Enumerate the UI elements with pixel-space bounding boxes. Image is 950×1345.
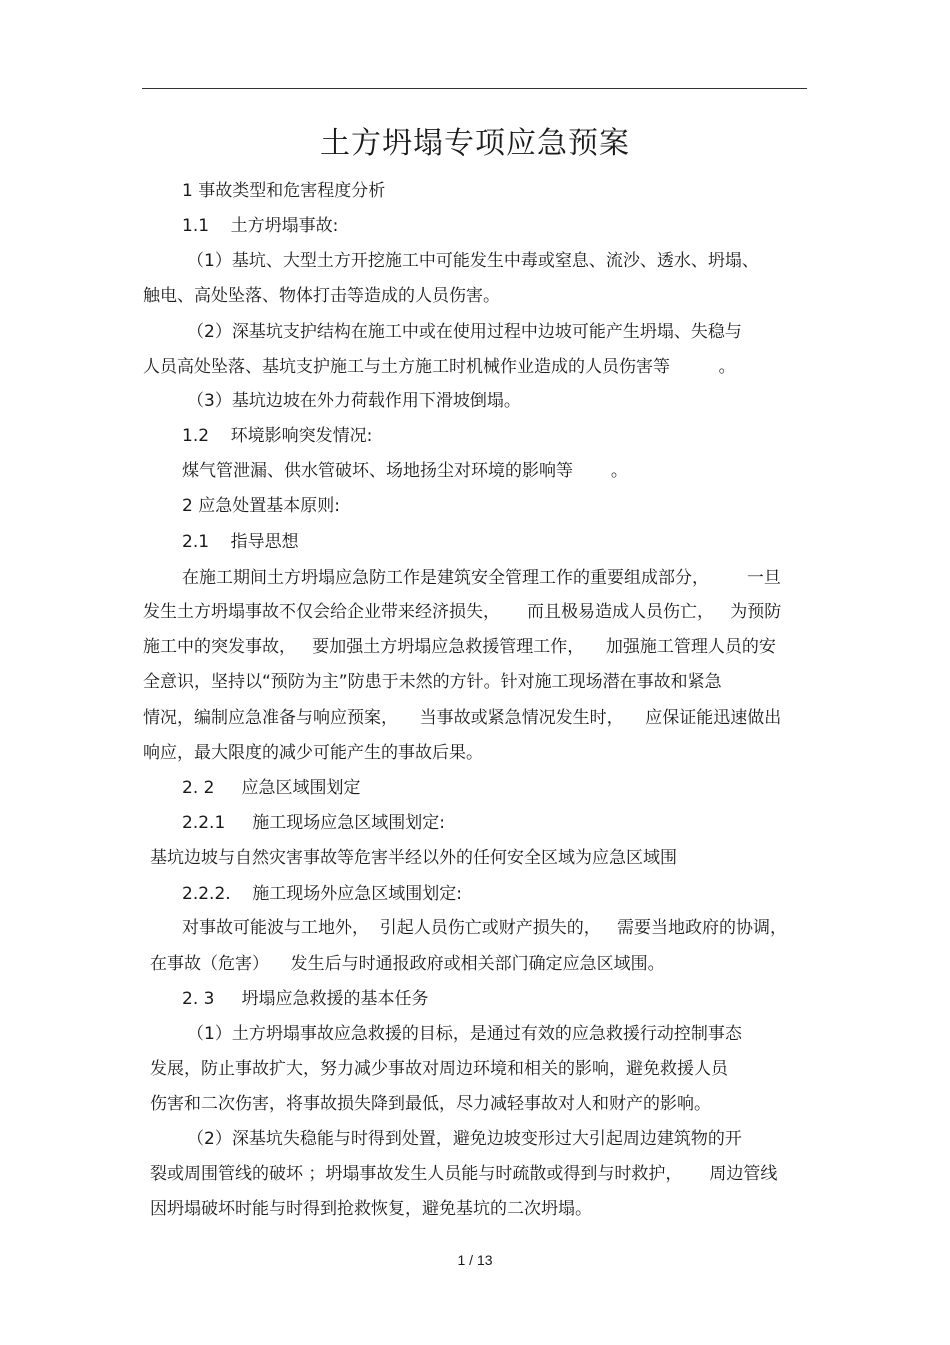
paragraph-line: （1）土方坍塌事故应急救援的目标，是通过有效的应急救援行动控制事态 bbox=[187, 1024, 742, 1044]
paragraph-line: （2）深基坑失稳能与时得到处置，避免边坡变形过大引起周边建筑物的开 bbox=[187, 1129, 742, 1149]
paragraph-line: 对事故可能波与工地外， 引起人员伤亡或财产损失的， 需要当地政府的协调， bbox=[182, 918, 788, 938]
paragraph-line: 煤气管泄漏、供水管破坏、场地扬尘对环境的影响等 。 bbox=[182, 461, 628, 481]
paragraph-line: 人员高处坠落、基坑支护施工与土方施工时机械作业造成的人员伤害等 。 bbox=[143, 357, 736, 377]
heading-line: 2.2.1 施工现场应急区域围划定: bbox=[182, 813, 446, 833]
paragraph-line: 全意识，坚持以“预防为主”防患于未然的方针。针对施工现场潜在事故和紧急 bbox=[143, 672, 722, 692]
paragraph-line: 裂或周围管线的破坏 ；坍塌事故发生人员能与时疏散或得到与时救护， 周边管线 bbox=[150, 1164, 778, 1184]
header-rule bbox=[142, 88, 807, 89]
document-title: 土方坍塌专项应急预案 bbox=[320, 126, 630, 161]
paragraph-line: 情况，编制应急准备与响应预案， 当事故或紧急情况发生时， 应保证能迅速做出 bbox=[143, 708, 782, 728]
paragraph-line: （3）基坑边坡在外力荷载作用下滑坡倒塌。 bbox=[187, 391, 521, 411]
paragraph-line: 响应，最大限度的减少可能产生的事故后果。 bbox=[143, 743, 483, 763]
heading-line: 2. 2 应急区域围划定 bbox=[182, 778, 361, 798]
heading-line: 2. 3 坍塌应急救援的基本任务 bbox=[182, 989, 429, 1009]
page-number: 1 / 13 bbox=[457, 1252, 493, 1268]
paragraph-line: （1）基坑、大型土方开挖施工中可能发生中毒或窒息、流沙、透水、坍塌、 bbox=[187, 251, 759, 271]
paragraph-line: 在事故（危害） 发生后与时通报政府或相关部门确定应急区域围。 bbox=[150, 954, 665, 974]
heading-line: 2 应急处置基本原则: bbox=[182, 496, 340, 516]
paragraph-line: 基坑边坡与自然灾害事故等危害半经以外的任何安全区域为应急区域围 bbox=[150, 848, 677, 868]
paragraph-line: 在施工期间土方坍塌应急防工作是建筑安全管理工作的重要组成部分， 一旦 bbox=[182, 568, 781, 588]
heading-line: 2.2.2. 施工现场外应急区域围划定: bbox=[182, 884, 463, 904]
heading-line: 1 事故类型和危害程度分析 bbox=[182, 181, 386, 201]
paragraph-line: 发展，防止事故扩大，努力减少事故对周边环境和相关的影响，避免救援人员 bbox=[150, 1059, 728, 1079]
heading-line: 1.1 土方坍塌事故: bbox=[182, 216, 339, 236]
heading-line: 1.2 环境影响突发情况: bbox=[182, 426, 373, 446]
paragraph-line: 发生土方坍塌事故不仅会给企业带来经济损失， 而且极易造成人员伤亡， 为预防 bbox=[143, 602, 782, 622]
paragraph-line: 触电、高处坠落、物体打击等造成的人员伤害。 bbox=[143, 286, 500, 306]
heading-line: 2.1 指导思想 bbox=[182, 532, 299, 552]
paragraph-line: （2）深基坑支护结构在施工中或在使用过程中边坡可能产生坍塌、失稳与 bbox=[187, 322, 742, 342]
paragraph-line: 伤害和二次伤害，将事故损失降到最低，尽力减轻事故对人和财产的影响。 bbox=[150, 1094, 711, 1114]
paragraph-line: 因坍塌破坏时能与时得到抢救恢复，避免基坑的二次坍塌。 bbox=[150, 1199, 592, 1219]
paragraph-line: 施工中的突发事故， 要加强土方坍塌应急救援管理工作， 加强施工管理人员的安 bbox=[143, 637, 776, 657]
